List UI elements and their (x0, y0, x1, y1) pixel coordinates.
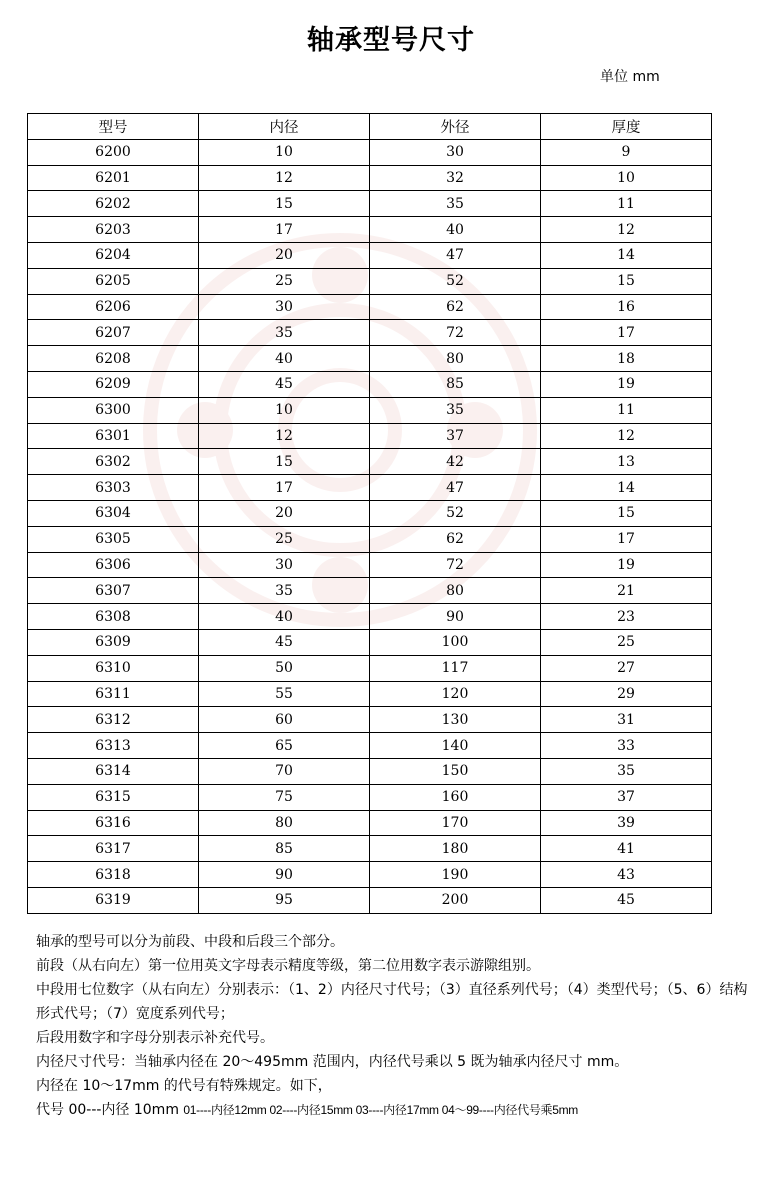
cell-inner-diameter: 40 (199, 604, 370, 630)
table-row (28, 810, 712, 836)
cell-outer-diameter: 200 (370, 887, 541, 913)
cell-model: 6307 (28, 578, 199, 604)
cell-thickness: 12 (541, 423, 712, 449)
cell-thickness: 43 (541, 862, 712, 888)
cell-thickness: 41 (541, 836, 712, 862)
cell-outer-diameter: 170 (370, 810, 541, 836)
table-row (28, 294, 712, 320)
note-line: 轴承的型号可以分为前段、中段和后段三个部分。 (36, 934, 344, 950)
header-inner-diameter: 内径 (199, 114, 370, 140)
table-row (28, 578, 712, 604)
cell-outer-diameter: 62 (370, 526, 541, 552)
cell-model: 6313 (28, 733, 199, 759)
cell-outer-diameter: 180 (370, 836, 541, 862)
cell-model: 6306 (28, 552, 199, 578)
cell-inner-diameter: 55 (199, 681, 370, 707)
cell-outer-diameter: 42 (370, 449, 541, 475)
cell-model: 6308 (28, 604, 199, 630)
cell-inner-diameter: 15 (199, 449, 370, 475)
cell-thickness: 37 (541, 784, 712, 810)
cell-inner-diameter: 10 (199, 397, 370, 423)
cell-outer-diameter: 130 (370, 707, 541, 733)
table-row (28, 320, 712, 346)
cell-inner-diameter: 17 (199, 217, 370, 243)
table-row (28, 449, 712, 475)
cell-model: 6317 (28, 836, 199, 862)
cell-model: 6206 (28, 294, 199, 320)
cell-model: 6318 (28, 862, 199, 888)
cell-thickness: 33 (541, 733, 712, 759)
cell-inner-diameter: 25 (199, 268, 370, 294)
cell-inner-diameter: 50 (199, 655, 370, 681)
unit-label: 单位 mm (600, 69, 660, 85)
cell-thickness: 11 (541, 397, 712, 423)
cell-outer-diameter: 72 (370, 320, 541, 346)
note-line: 后段用数字和字母分别表示补充代号。 (36, 1030, 274, 1046)
table-row (28, 552, 712, 578)
cell-model: 6201 (28, 165, 199, 191)
note-line: 内径在 10～17mm 的代号有特殊规定。如下， (36, 1078, 332, 1094)
bearing-size-table-container (27, 113, 712, 914)
cell-model: 6305 (28, 526, 199, 552)
note-line: 内径尺寸代号：当轴承内径在 20～495mm 范围内，内径代号乘以 5 既为轴承内径尺寸 mm。 (36, 1054, 629, 1070)
cell-outer-diameter: 140 (370, 733, 541, 759)
cell-model: 6315 (28, 784, 199, 810)
cell-outer-diameter: 40 (370, 217, 541, 243)
cell-model: 6310 (28, 655, 199, 681)
cell-thickness: 14 (541, 475, 712, 501)
table-body (28, 139, 712, 913)
cell-inner-diameter: 85 (199, 836, 370, 862)
cell-model: 6207 (28, 320, 199, 346)
table-row (28, 165, 712, 191)
cell-outer-diameter: 150 (370, 758, 541, 784)
notes-section (36, 930, 756, 1122)
note-line: 中段用七位数字（从右向左）分别表示：（1、2）内径尺寸代号；（3）直径系列代号；（4）类型代号；（5、6）结构形式代号；（7）宽度系列代号； (36, 982, 748, 1022)
cell-model: 6311 (28, 681, 199, 707)
cell-inner-diameter: 25 (199, 526, 370, 552)
cell-model: 6309 (28, 629, 199, 655)
table-row (28, 707, 712, 733)
cell-model: 6209 (28, 371, 199, 397)
table-row (28, 784, 712, 810)
cell-thickness: 15 (541, 500, 712, 526)
header-thickness: 厚度 (541, 114, 712, 140)
table-row (28, 397, 712, 423)
cell-model: 6304 (28, 500, 199, 526)
cell-outer-diameter: 80 (370, 578, 541, 604)
cell-outer-diameter: 72 (370, 552, 541, 578)
cell-thickness: 21 (541, 578, 712, 604)
cell-model: 6205 (28, 268, 199, 294)
header-outer-diameter: 外径 (370, 114, 541, 140)
cell-model: 6301 (28, 423, 199, 449)
cell-model: 6319 (28, 887, 199, 913)
cell-outer-diameter: 35 (370, 191, 541, 217)
cell-inner-diameter: 90 (199, 862, 370, 888)
table-row (28, 733, 712, 759)
cell-outer-diameter: 120 (370, 681, 541, 707)
cell-inner-diameter: 35 (199, 578, 370, 604)
cell-thickness: 23 (541, 604, 712, 630)
cell-thickness: 16 (541, 294, 712, 320)
table-row (28, 604, 712, 630)
cell-inner-diameter: 20 (199, 242, 370, 268)
cell-model: 6316 (28, 810, 199, 836)
header-model: 型号 (28, 114, 199, 140)
page-title: 轴承型号尺寸 (307, 25, 475, 56)
cell-model: 6303 (28, 475, 199, 501)
note-line: 前段（从右向左）第一位用英文字母表示精度等级，第二位用数字表示游隙组别。 (36, 958, 540, 974)
cell-thickness: 25 (541, 629, 712, 655)
table-row (28, 500, 712, 526)
cell-outer-diameter: 117 (370, 655, 541, 681)
table-row (28, 836, 712, 862)
cell-inner-diameter: 40 (199, 346, 370, 372)
cell-outer-diameter: 80 (370, 346, 541, 372)
table-row (28, 346, 712, 372)
cell-thickness: 19 (541, 552, 712, 578)
cell-outer-diameter: 52 (370, 268, 541, 294)
note-line-codes (36, 1098, 756, 1122)
cell-thickness: 45 (541, 887, 712, 913)
cell-outer-diameter: 90 (370, 604, 541, 630)
table-row (28, 268, 712, 294)
cell-thickness: 11 (541, 191, 712, 217)
cell-thickness: 19 (541, 371, 712, 397)
cell-outer-diameter: 30 (370, 139, 541, 165)
cell-thickness: 10 (541, 165, 712, 191)
cell-model: 6302 (28, 449, 199, 475)
table-row (28, 629, 712, 655)
cell-inner-diameter: 20 (199, 500, 370, 526)
cell-thickness: 27 (541, 655, 712, 681)
cell-inner-diameter: 70 (199, 758, 370, 784)
cell-inner-diameter: 80 (199, 810, 370, 836)
cell-model: 6200 (28, 139, 199, 165)
table-row (28, 475, 712, 501)
table-row (28, 681, 712, 707)
cell-outer-diameter: 52 (370, 500, 541, 526)
cell-inner-diameter: 30 (199, 552, 370, 578)
cell-thickness: 12 (541, 217, 712, 243)
table-row (28, 139, 712, 165)
cell-thickness: 17 (541, 526, 712, 552)
cell-thickness: 39 (541, 810, 712, 836)
cell-thickness: 15 (541, 268, 712, 294)
cell-inner-diameter: 60 (199, 707, 370, 733)
cell-thickness: 13 (541, 449, 712, 475)
cell-inner-diameter: 12 (199, 165, 370, 191)
cell-thickness: 17 (541, 320, 712, 346)
cell-model: 6208 (28, 346, 199, 372)
cell-outer-diameter: 160 (370, 784, 541, 810)
cell-thickness: 18 (541, 346, 712, 372)
cell-outer-diameter: 190 (370, 862, 541, 888)
cell-thickness: 31 (541, 707, 712, 733)
table-row (28, 655, 712, 681)
cell-thickness: 29 (541, 681, 712, 707)
cell-outer-diameter: 32 (370, 165, 541, 191)
cell-thickness: 9 (541, 139, 712, 165)
table-row (28, 242, 712, 268)
cell-thickness: 35 (541, 758, 712, 784)
table-row (28, 371, 712, 397)
cell-thickness: 14 (541, 242, 712, 268)
table-row (28, 758, 712, 784)
cell-outer-diameter: 47 (370, 475, 541, 501)
cell-outer-diameter: 37 (370, 423, 541, 449)
cell-inner-diameter: 95 (199, 887, 370, 913)
table-row (28, 191, 712, 217)
cell-model: 6203 (28, 217, 199, 243)
cell-inner-diameter: 65 (199, 733, 370, 759)
cell-outer-diameter: 35 (370, 397, 541, 423)
table-row (28, 423, 712, 449)
table-row (28, 217, 712, 243)
cell-outer-diameter: 85 (370, 371, 541, 397)
code-list-text: 01----内径12mm 02----内径15mm 03----内径17mm 04～99----内径代号乘5mm (183, 1103, 578, 1117)
cell-inner-diameter: 35 (199, 320, 370, 346)
cell-model: 6314 (28, 758, 199, 784)
cell-inner-diameter: 30 (199, 294, 370, 320)
cell-inner-diameter: 10 (199, 139, 370, 165)
bearing-size-table (27, 113, 712, 914)
table-row (28, 526, 712, 552)
cell-inner-diameter: 17 (199, 475, 370, 501)
cell-inner-diameter: 45 (199, 629, 370, 655)
table-row (28, 887, 712, 913)
cell-outer-diameter: 62 (370, 294, 541, 320)
cell-model: 6204 (28, 242, 199, 268)
cell-outer-diameter: 100 (370, 629, 541, 655)
cell-outer-diameter: 47 (370, 242, 541, 268)
table-row (28, 862, 712, 888)
cell-inner-diameter: 12 (199, 423, 370, 449)
cell-model: 6202 (28, 191, 199, 217)
cell-inner-diameter: 15 (199, 191, 370, 217)
cell-inner-diameter: 75 (199, 784, 370, 810)
table-header-row (28, 114, 712, 140)
cell-model: 6300 (28, 397, 199, 423)
cell-inner-diameter: 45 (199, 371, 370, 397)
cell-model: 6312 (28, 707, 199, 733)
code-00-text: 代号 00---内径 10mm (36, 1102, 184, 1118)
